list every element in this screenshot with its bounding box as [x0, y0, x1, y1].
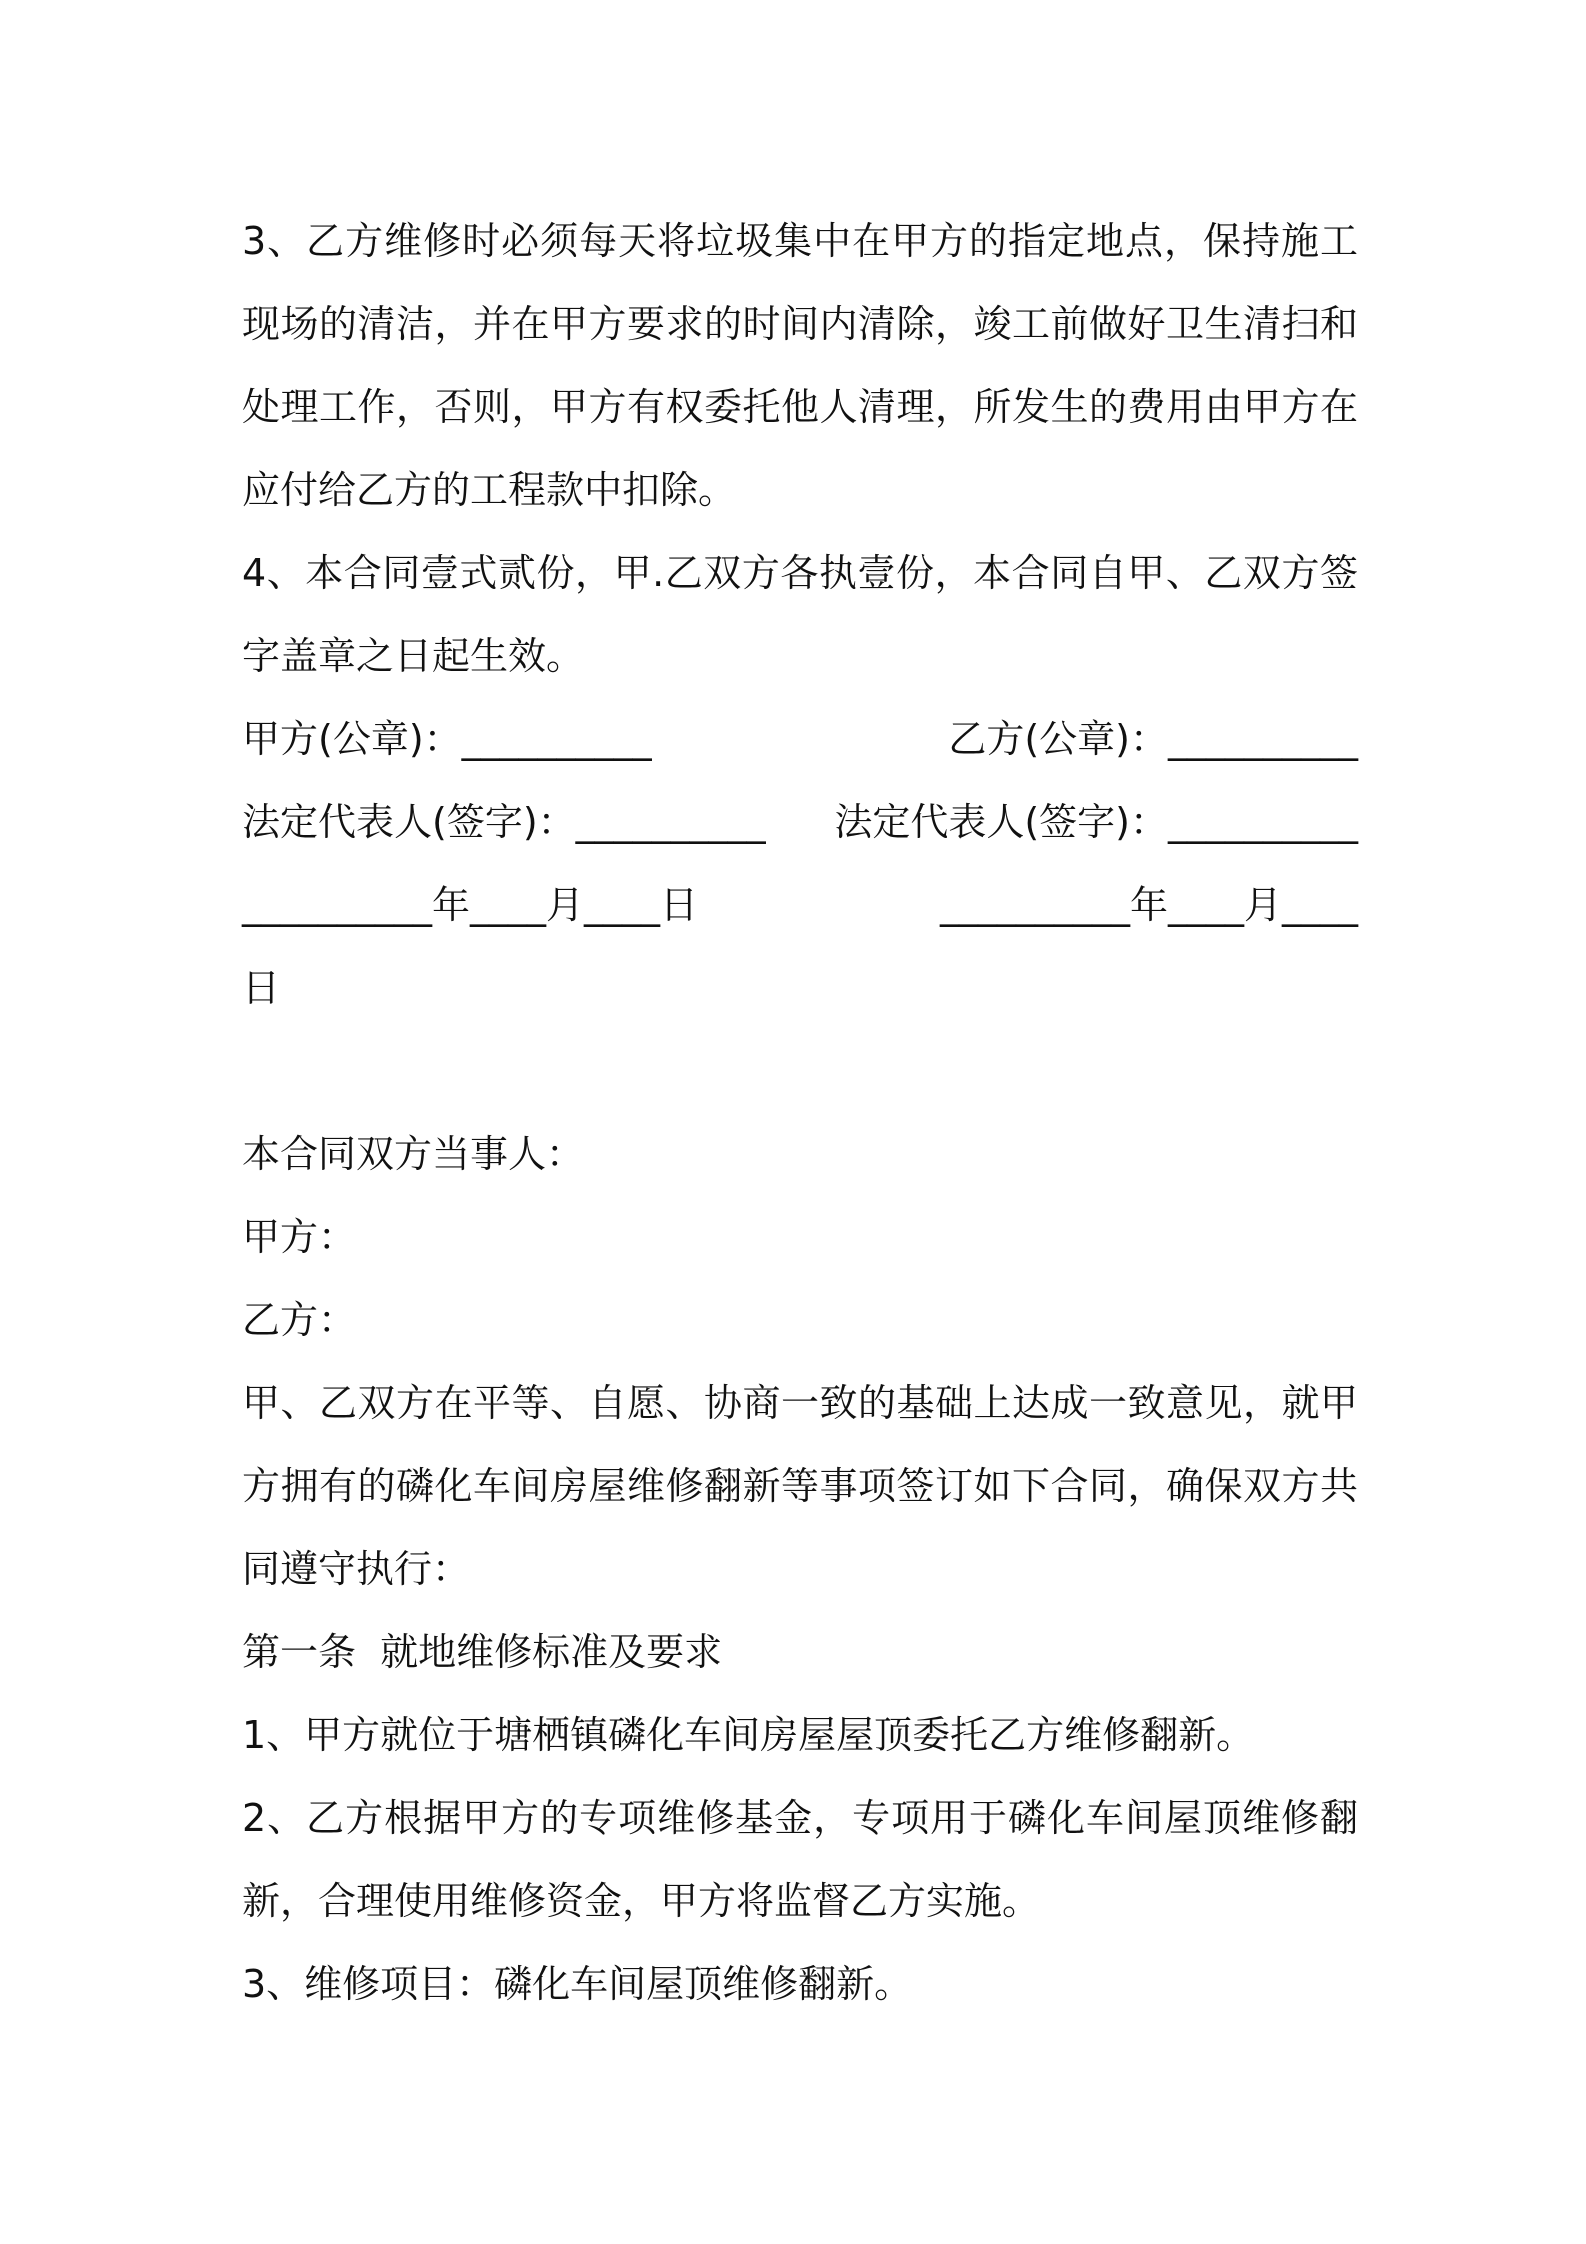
party-b-date: __________年____月____	[939, 883, 1358, 927]
date-row	[242, 864, 1358, 947]
party-b-seal: 乙方(公章)：__________	[948, 717, 1358, 761]
preamble: 甲、乙双方在平等、自愿、协商一致的基础上达成一致意见，就甲方拥有的磷化车间房屋维修翻新等事项签订如下合同，确保双方共同遵守执行：	[242, 1381, 1358, 1591]
article-1-item-3: 3、维修项目：磷化车间屋顶维修翻新。	[242, 1962, 913, 2006]
seal-row	[242, 698, 1358, 781]
party-b-representative: 法定代表人(签字)：__________	[834, 800, 1358, 844]
clause-3-cleanup: 3、乙方维修时必须每天将垃圾集中在甲方的指定地点，保持施工现场的清洁，并在甲方要求的时间内清除，竣工前做好卫生清扫和处理工作，否则，甲方有权委托他人清理，所发生的费用由甲方在应付给乙方的工程款中扣除。	[242, 219, 1358, 512]
party-b-date-tail: 日	[242, 966, 281, 1010]
party-b-label: 乙方：	[242, 1298, 357, 1342]
party-a-label: 甲方：	[242, 1215, 357, 1259]
article-1-item-1: 1、甲方就位于塘栖镇磷化车间房屋屋顶委托乙方维修翻新。	[242, 1713, 1255, 1757]
article-1-item-2: 2、乙方根据甲方的专项维修基金，专项用于磷化车间屋顶维修翻新，合理使用维修资金，甲方将监督乙方实施。	[242, 1796, 1358, 1923]
party-a-date: __________年____月____日	[242, 883, 699, 927]
section-gap	[242, 1030, 1358, 1113]
article-1-heading: 第一条 就地维修标准及要求	[242, 1630, 723, 1674]
parties-heading: 本合同双方当事人：	[242, 1132, 585, 1176]
representative-row	[242, 781, 1358, 864]
document-page	[242, 200, 1358, 2026]
clause-4-copies: 4、本合同壹式贰份，甲.乙双方各执壹份，本合同自甲、乙双方签字盖章之日起生效。	[242, 551, 1358, 678]
party-a-representative: 法定代表人(签字)：__________	[242, 800, 766, 844]
party-a-seal: 甲方(公章)：__________	[242, 717, 652, 761]
